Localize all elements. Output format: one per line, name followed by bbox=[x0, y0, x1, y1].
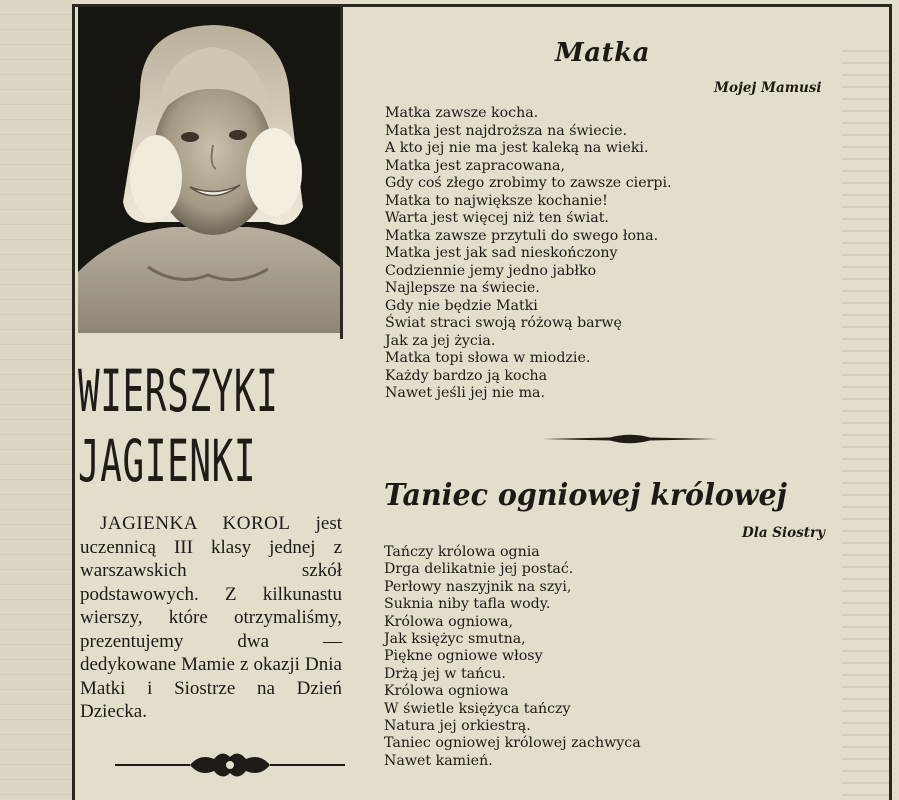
poem-line: Matka jest jak sad nieskończony bbox=[385, 245, 618, 261]
poem-line: W świetle księżyca tańczy bbox=[384, 700, 571, 717]
frame-rule-left bbox=[72, 4, 75, 800]
ornament-divider-middle bbox=[540, 432, 720, 446]
poem-line: Matka jest najdroższa na świecie. bbox=[385, 122, 627, 139]
poem-line: Świat straci swoją różową barwę bbox=[385, 315, 622, 331]
poem-title-taniec: Taniec ogniowej królowej bbox=[384, 478, 787, 513]
girl-portrait-image bbox=[78, 7, 340, 333]
poem-dedication-taniec: Dla Siostry bbox=[742, 525, 825, 541]
poem-line: Taniec ogniowej królowej zachwyca bbox=[384, 735, 641, 752]
poem-line: Królowa ogniowa bbox=[384, 683, 509, 700]
poem-line: Nawet jeśli jej nie ma. bbox=[385, 385, 545, 401]
poem-dedication-matka: Mojej Mamusi bbox=[714, 80, 822, 96]
ornament-divider-bottom bbox=[110, 745, 350, 785]
poem-line: Królowa ogniowa, bbox=[384, 613, 514, 630]
poem-line: Codziennie jemy jedno jabłko bbox=[385, 262, 597, 279]
poem-line: Drżą jej w tańcu. bbox=[384, 665, 506, 682]
poem-line: Natura jej orkiestrą. bbox=[384, 717, 531, 734]
adjacent-column-bleed-right bbox=[842, 40, 889, 800]
poem-line: Piękne ogniowe włosy bbox=[384, 648, 543, 665]
intro-body-text: jest uczennicą III klasy jednej z warszawskich szkół podstawowych. Z kilkunastu wierszy, które otrzymaliśmy, prezentujemy dwa — dedykowane Mamie z okazji Dnia Matki i Siostrze na Dzień Dziecka. bbox=[80, 513, 342, 722]
poem-body-taniec bbox=[384, 544, 641, 770]
poem-line: Matka zawsze przytuli do swego łona. bbox=[385, 227, 659, 244]
poem-body-matka bbox=[385, 105, 672, 403]
poem-line: Nawet kamień. bbox=[384, 752, 493, 769]
portrait-photo bbox=[78, 7, 340, 333]
frame-rule-photo bbox=[340, 4, 343, 339]
poem-line: Matka jest zapracowana, bbox=[385, 157, 565, 174]
poem-line: Warta jest więcej niż ten świat. bbox=[385, 210, 609, 226]
poem-line: Drga delikatnie jej postać. bbox=[384, 561, 574, 578]
poem-line: Suknia niby tafla wody. bbox=[384, 596, 551, 613]
poem-title-matka: Matka bbox=[555, 38, 650, 68]
intro-author-name: JAGIENKA KOROL bbox=[100, 513, 291, 534]
feature-heading-line-1: WIERSZYKI bbox=[78, 357, 279, 425]
poem-line: Matka topi słowa w miodzie. bbox=[385, 350, 591, 366]
poem-line: Jak za jej życia. bbox=[385, 332, 496, 349]
poem-line: Matka to największe kochanie! bbox=[385, 192, 608, 209]
poem-line: Najlepsze na świecie. bbox=[385, 280, 540, 296]
frame-rule-right bbox=[889, 4, 892, 800]
poem-line: Jak księżyc smutna, bbox=[384, 630, 526, 647]
poem-line: Matka zawsze kocha. bbox=[385, 105, 539, 121]
adjacent-column-bleed bbox=[0, 0, 72, 800]
poem-line: Gdy coś złego zrobimy to zawsze cierpi. bbox=[385, 175, 672, 191]
intro-paragraph bbox=[80, 512, 342, 724]
poem-line: Każdy bardzo ją kocha bbox=[385, 367, 548, 384]
feature-heading-line-2: JAGIENKI bbox=[78, 427, 257, 495]
poem-line: Gdy nie będzie Matki bbox=[385, 297, 538, 314]
poem-line: Tańczy królowa ognia bbox=[384, 544, 540, 560]
poem-line: A kto jej nie ma jest kaleką na wieki. bbox=[385, 140, 649, 156]
poem-line: Perłowy naszyjnik na szyi, bbox=[384, 578, 572, 595]
